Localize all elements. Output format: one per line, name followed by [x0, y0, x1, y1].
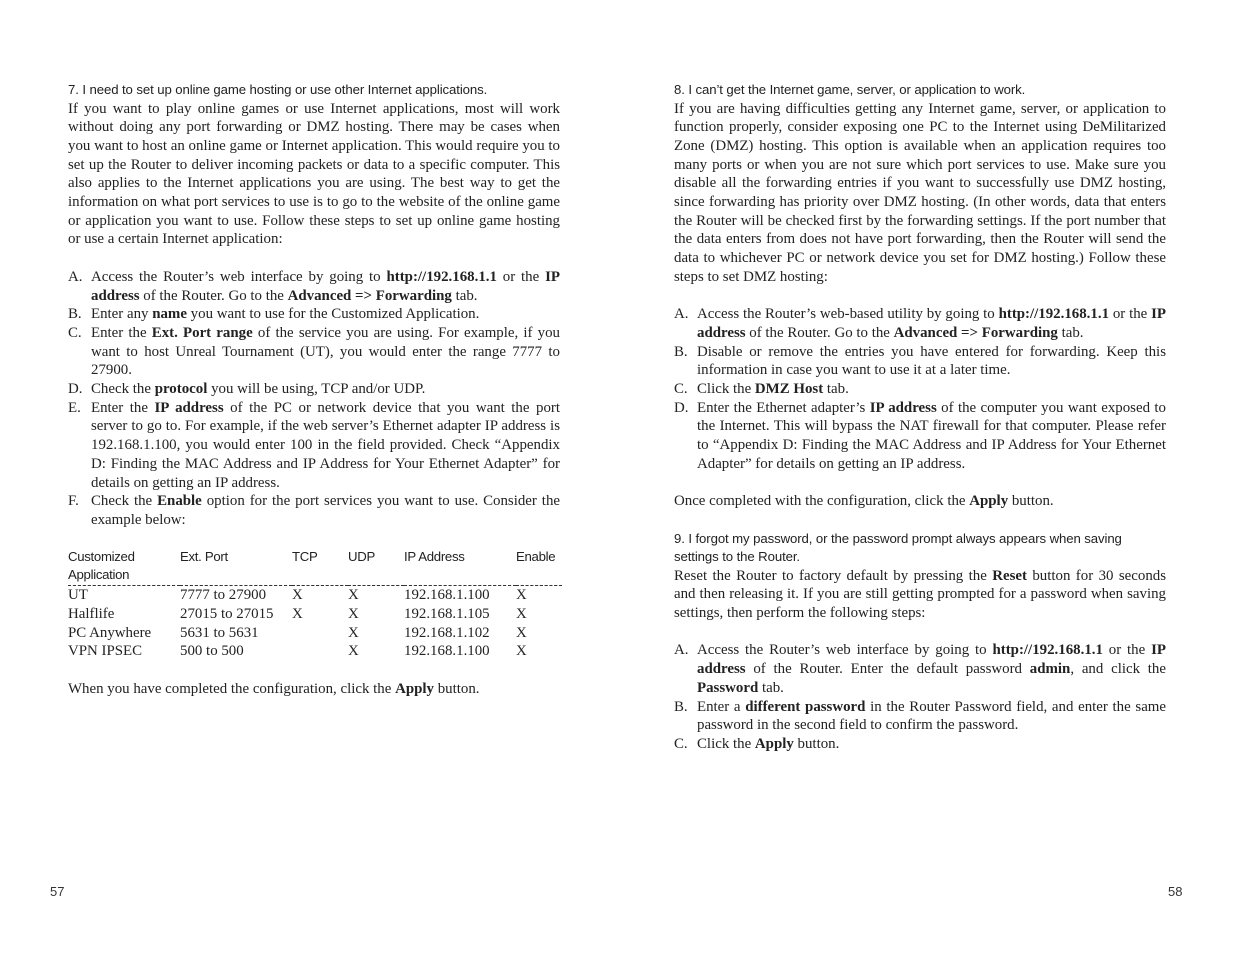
body-text: of the computer you want exposed to the Internet. This will bypass the NAT firewall for that computer. Please refer to “Appendix D: Finding the MAC Address and IP Address for Your Ethernet Adapter” for details on getting an IP address. — [697, 399, 1166, 472]
body-text: Reset the Router to factory default by pressing the — [674, 567, 993, 584]
table-header-cell: Ext. Port — [180, 548, 292, 586]
table-cell: 192.168.1.105 — [404, 606, 490, 623]
list-item-letter: E. — [68, 399, 81, 416]
table-row — [68, 624, 562, 643]
emphasis-text: Apply — [754, 735, 794, 752]
emphasis-text: http://192.168.1.1 — [998, 306, 1110, 323]
list-item — [674, 698, 1166, 735]
list-item — [68, 268, 560, 305]
body-text: Check the — [91, 381, 155, 398]
list-item-letter: C. — [674, 381, 688, 398]
body-text: Access the Router’s web interface by going to — [91, 268, 387, 285]
list-item-letter: A. — [68, 268, 83, 285]
right-page — [674, 81, 1166, 754]
section-8-steps — [674, 305, 1166, 473]
list-item — [674, 380, 1166, 399]
left-page — [68, 81, 560, 699]
body-text: tab. — [758, 679, 784, 696]
list-item-letter: A. — [674, 642, 689, 659]
body-text: you will be using, TCP and/or UDP. — [207, 381, 426, 398]
list-item-letter: A. — [674, 306, 689, 323]
emphasis-text: name — [152, 306, 187, 323]
section-9-heading: 9. I forgot my password, or the password prompt always appears when saving settings to the Router. — [674, 530, 1122, 565]
body-text: Check the — [91, 493, 158, 510]
table-cell: X — [516, 643, 527, 660]
emphasis-text: different password — [745, 698, 866, 715]
list-item-letter: B. — [674, 698, 688, 715]
body-text: of the service you are using. For example, if you want to host Unreal Tournament (UT), you would enter the range 7777 to 27900. — [91, 324, 560, 379]
table-header-row — [68, 548, 562, 586]
list-item-letter: D. — [68, 381, 83, 398]
section-7-intro: If you want to play online games or use Internet applications, most will work without doing any port forwarding or DMZ hosting. There may be cases when you want to host an online game or Internet application. This would require you to set up the Router to deliver incoming packets or data to a specific computer. This also applies to the Internet applications you are using. The best way to get the information on what port services to use is to go to the website of the online game or application you want to use. Follow these steps to set up online game hosting or use a certain Internet application: — [68, 100, 560, 248]
body-text: Enter the — [91, 324, 152, 341]
section-7-steps — [68, 268, 560, 530]
body-text: Once completed with the configuration, click the — [674, 493, 970, 510]
list-item — [68, 492, 560, 529]
list-item — [674, 343, 1166, 380]
table-header-cell: UDP — [348, 548, 404, 586]
table-row — [68, 586, 562, 605]
emphasis-text: IP address — [697, 306, 1166, 341]
emphasis-text: http://192.168.1.1 — [386, 268, 497, 285]
table-row — [68, 642, 562, 661]
table-cell: 5631 to 5631 — [180, 624, 259, 641]
body-text: option for the port services you want to use. Consider the example below: — [91, 493, 560, 528]
emphasis-text: protocol — [154, 381, 208, 398]
table-cell: X — [348, 587, 359, 604]
table-cell: 192.168.1.100 — [404, 587, 490, 604]
table-cell: X — [348, 606, 359, 623]
emphasis-text: IP address — [869, 399, 937, 416]
body-text: in the Router Password field, and enter the same password in the second field to confirm the password. — [697, 698, 1166, 734]
emphasis-text: admin — [1029, 661, 1071, 678]
list-item — [674, 641, 1166, 697]
section-9-intro — [674, 567, 1166, 623]
body-text: Enter any — [91, 306, 153, 323]
body-text: you want to use for the Customized Application. — [186, 306, 480, 323]
list-item — [674, 735, 1166, 754]
list-item — [68, 324, 560, 380]
list-item — [68, 305, 560, 324]
body-text: tab. — [451, 287, 478, 304]
table-cell: UT — [68, 587, 88, 604]
body-text: Enter the — [91, 399, 155, 416]
list-item-letter: C. — [674, 735, 688, 752]
body-text: , and click the — [1070, 661, 1166, 678]
page-number-right: 58 — [1168, 884, 1183, 899]
table-cell: X — [292, 587, 303, 604]
emphasis-text: Reset — [992, 567, 1027, 584]
table-cell: 192.168.1.100 — [404, 643, 490, 660]
table-header-cell: Enable — [516, 548, 562, 586]
emphasis-text: Enable — [157, 493, 202, 510]
body-text: tab. — [1057, 324, 1084, 341]
emphasis-text: Ext. Port range — [151, 324, 253, 341]
emphasis-text: http://192.168.1.1 — [992, 642, 1103, 659]
list-item — [68, 380, 560, 399]
table-cell — [292, 642, 348, 661]
emphasis-text: IP address — [91, 268, 560, 304]
table-cell — [292, 624, 348, 643]
table-row — [68, 605, 562, 624]
body-text: of the PC or network device that you want the port server to go to. For example, if the web server’s Ethernet adapter IP address is 192.168.1.100, you would enter 100 in the field provided. Check “Appendix D: Finding the MAC Address and IP Address for Your Ethernet Adapter” for details on getting an IP address. — [91, 399, 560, 491]
emphasis-text: Advanced => Forwarding — [287, 287, 452, 304]
section-7-closing — [68, 680, 560, 699]
table-cell: Halflife — [68, 606, 115, 623]
body-text: button. — [793, 735, 840, 752]
table-cell: PC Anywhere — [68, 624, 152, 641]
table-cell: X — [516, 624, 527, 641]
body-text: Enter the Ethernet adapter’s — [697, 399, 870, 416]
list-item-letter: B. — [68, 306, 82, 323]
section-9-steps — [674, 641, 1166, 753]
body-text: Click the — [697, 735, 755, 752]
emphasis-text: IP address — [697, 642, 1166, 678]
body-text: of the Router. Enter the default password — [745, 661, 1030, 678]
body-text: of the Router. Go to the — [745, 324, 894, 341]
body-text: Enter a — [697, 698, 746, 715]
body-text: or the — [1102, 642, 1152, 659]
emphasis-text: Apply — [395, 680, 434, 697]
list-item — [674, 399, 1166, 474]
body-text: button for 30 seconds and then releasing it. If you are still getting prompted for a password when saving settings, then perform the following steps: — [674, 567, 1167, 622]
list-item-letter: D. — [674, 399, 689, 416]
table-cell: 192.168.1.102 — [404, 624, 490, 641]
emphasis-text: Advanced => Forwarding — [893, 324, 1058, 341]
section-7-heading: 7. I need to set up online game hosting or use other Internet applications. — [68, 82, 488, 97]
section-8-heading: 8. I can’t get the Internet game, server, or application to work. — [674, 82, 1026, 97]
table-cell: 7777 to 27900 — [180, 587, 267, 604]
body-text: Disable or remove the entries you have entered for forwarding. Keep this information in case you want to use it at a later time. — [697, 343, 1166, 379]
section-8-closing — [674, 492, 1166, 511]
body-text: tab. — [823, 381, 849, 398]
list-item-letter: B. — [674, 343, 688, 360]
section-8-intro: If you are having difficulties getting any Internet game, server, or application to function properly, consider exposing one PC to the Internet using DeMilitarized Zone (DMZ) hosting. This option is available when an application requires too many ports or when you are not sure which port services to use. Make sure you disable all the forwarding entries if you want to successfully use DMZ hosting, since forwarding has priority over DMZ hosting. (In other words, data that enters the Router will be checked first by the forwarding settings. If the port number that the data enters from does not have port forwarding, then the Router will send the data to whichever PC or network device you set for DMZ hosting.) Follow these steps to set DMZ hosting: — [674, 100, 1166, 285]
table-cell: 500 to 500 — [180, 643, 244, 660]
body-text: button. — [433, 680, 480, 697]
body-text: button. — [1008, 493, 1054, 510]
emphasis-text: DMZ Host — [754, 381, 824, 398]
emphasis-text: IP address — [154, 399, 224, 416]
body-text: Click the — [697, 381, 755, 398]
port-forwarding-example-table — [68, 548, 562, 661]
list-item-letter: C. — [68, 324, 82, 341]
body-text: or the — [1109, 306, 1152, 323]
table-cell: VPN IPSEC — [68, 643, 143, 660]
list-item-letter: F. — [68, 493, 79, 510]
body-text: Access the Router’s web interface by going to — [697, 642, 993, 659]
table-header-cell: Customized Application — [68, 548, 180, 586]
table-cell: X — [292, 606, 303, 623]
list-item — [68, 399, 560, 493]
table-header-cell: IP Address — [404, 548, 516, 586]
table-cell: X — [348, 643, 359, 660]
body-text: When you have completed the configuration, click the — [68, 680, 396, 697]
table-cell: X — [516, 606, 527, 623]
list-item — [674, 305, 1166, 342]
table-header-cell: TCP — [292, 548, 348, 586]
table-cell: X — [516, 587, 527, 604]
emphasis-text: Password — [697, 679, 759, 696]
table-cell: 27015 to 27015 — [180, 606, 274, 623]
body-text: of the Router. Go to the — [139, 287, 288, 304]
emphasis-text: Apply — [969, 493, 1009, 510]
table-cell: X — [348, 624, 359, 641]
page-number-left: 57 — [50, 884, 65, 899]
body-text: or the — [496, 268, 546, 285]
body-text: Access the Router’s web-based utility by going to — [697, 306, 999, 323]
